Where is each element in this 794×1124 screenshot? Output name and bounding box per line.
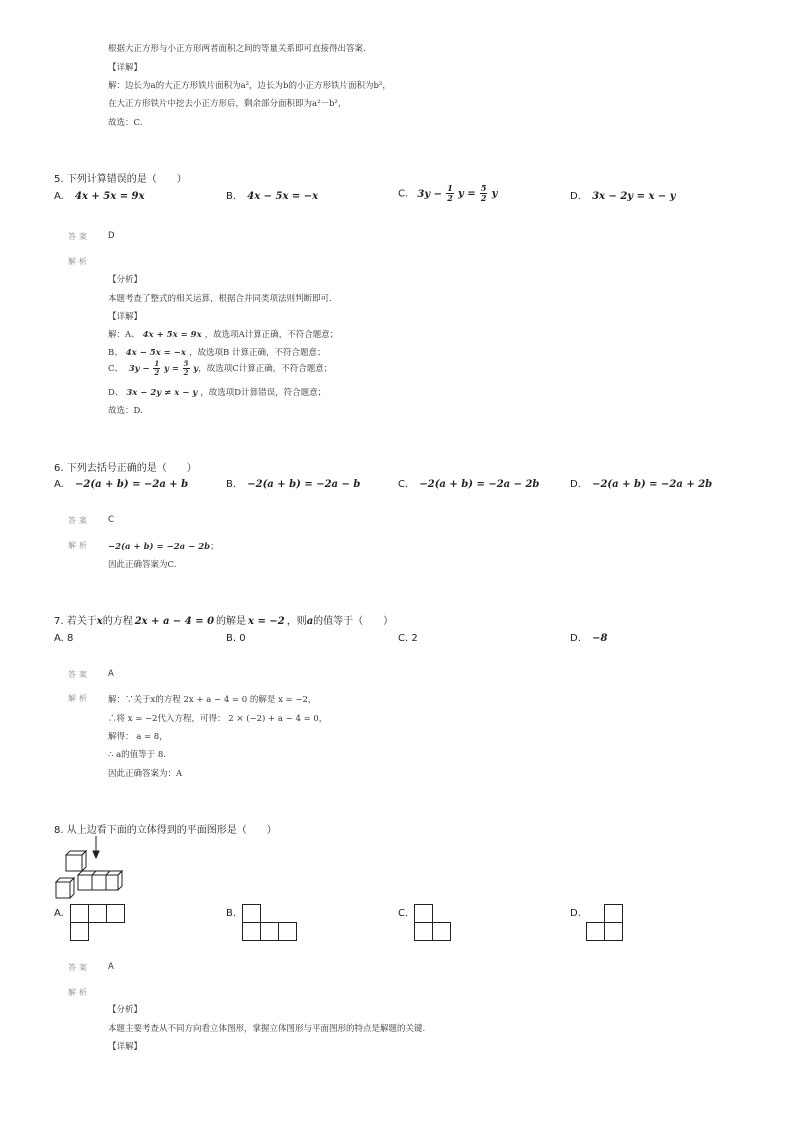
q8-answer-label: 答案 xyxy=(68,963,90,972)
q5-sol-6-frac2-den: 2 xyxy=(183,368,189,377)
q7-stem-part-c: 的解是 xyxy=(216,616,247,627)
q6-sol-1 xyxy=(108,540,219,552)
row-side-face xyxy=(118,871,122,890)
q5-sol-6-math3: y xyxy=(193,364,199,374)
q5-sol-1: 【分析】 xyxy=(108,275,143,285)
q6-analysis-label: 解析 xyxy=(68,541,90,550)
q6-option-d-math: −2(a + b) = −2a + 2b xyxy=(592,479,713,490)
q7-option-b[interactable]: B. 0 xyxy=(226,633,246,644)
q5-sol-6-frac2 xyxy=(183,360,190,377)
q5-sol-4-prefix: 解：A、 xyxy=(108,330,140,340)
q5-c-frac2-den: 2 xyxy=(480,193,487,203)
q6-option-b[interactable] xyxy=(226,479,360,490)
q7-stem-a: a xyxy=(306,616,314,627)
b-cell-1 xyxy=(243,905,261,923)
b-cell-4 xyxy=(279,923,297,941)
q7-analysis-label: 解析 xyxy=(68,694,90,703)
q5-sol-6 xyxy=(108,360,332,377)
q5-analysis-label: 解析 xyxy=(68,257,90,266)
q5-option-b-math: 4x − 5x = −x xyxy=(247,191,319,202)
q5-option-c-math3: y xyxy=(491,188,498,200)
q7-option-d-label: D. xyxy=(570,633,581,644)
q5-option-c-math1: 3y − xyxy=(417,188,442,200)
q5-sol-6-text: ，故选项C计算正确，不符合题意； xyxy=(198,364,333,374)
q8-option-a-shape[interactable] xyxy=(70,904,130,944)
q5-answer: D xyxy=(108,231,115,241)
top-line-2: 【详解】 xyxy=(108,63,143,73)
q5-sol-6-math1: 3y − xyxy=(128,364,150,374)
c-cell-2 xyxy=(415,923,433,941)
q5-answer-label: 答案 xyxy=(68,232,90,241)
q6-option-c[interactable] xyxy=(398,479,539,490)
cube-front-side xyxy=(70,878,74,898)
q5-sol-5-text: ，故选项B 计算正确，不符合题意； xyxy=(189,348,326,358)
q5-option-a[interactable] xyxy=(54,191,144,202)
edge-2 xyxy=(106,871,110,875)
c-cell-3 xyxy=(433,923,451,941)
q6-stem: 6. 下列去括号正确的是（ ） xyxy=(54,463,197,474)
q8-sol-2: 本题主要考查从不同方向看立体图形，掌握立体图形与平面图形的特点是解题的关键. xyxy=(108,1024,426,1034)
q5-sol-5-math: 4x − 5x = −x xyxy=(125,348,186,358)
b-cell-3 xyxy=(261,923,279,941)
q8-option-c-label[interactable]: C. xyxy=(398,908,409,919)
q7-sol-5: 因此正确答案为：A xyxy=(108,769,183,779)
q6-option-c-math: −2(a + b) = −2a − 2b xyxy=(419,479,540,490)
q5-stem: 5. 下列计算错误的是（ ） xyxy=(54,174,187,185)
q5-option-c-frac1 xyxy=(446,184,454,203)
q5-sol-7 xyxy=(108,386,326,398)
q6-option-d-label: D. xyxy=(570,479,581,490)
q5-sol-2: 本题考查了整式的相关运算，根据合并同类项法则判断即可. xyxy=(108,294,332,304)
q6-answer: C xyxy=(108,515,114,525)
q7-stem-part-d: ，则 xyxy=(286,616,307,627)
q5-c-frac2-num: 5 xyxy=(480,183,487,193)
q8-stem: 8. 从上边看下面的立体得到的平面图形是（ ） xyxy=(54,825,277,836)
q6-option-b-math: −2(a + b) = −2a − b xyxy=(247,479,361,490)
q6-answer-label: 答案 xyxy=(68,516,90,525)
b-cell-2 xyxy=(243,923,261,941)
q6-option-a[interactable] xyxy=(54,479,188,490)
q5-sol-4 xyxy=(108,328,338,340)
q5-option-c-math2: y = xyxy=(457,188,476,200)
q7-answer-label: 答案 xyxy=(68,670,90,679)
q6-option-a-label: A. xyxy=(54,479,64,490)
cube-top-side xyxy=(82,851,86,871)
q6-sol-1-text: ； xyxy=(210,542,219,552)
q5-option-a-math: 4x + 5x = 9x xyxy=(75,191,145,202)
q6-option-c-label: C. xyxy=(398,479,409,490)
q5-sol-4-math: 4x + 5x = 9x xyxy=(142,330,202,340)
top-line-4: 在大正方形铁片中挖去小正方形后，剩余部分面积即为a²－b²， xyxy=(108,99,347,109)
cube-top-front xyxy=(66,855,82,871)
q6-option-d[interactable] xyxy=(570,479,712,490)
q7-stem-part-b: 的方程 xyxy=(102,616,133,627)
a-cell-1 xyxy=(71,905,89,923)
a-cell-4 xyxy=(71,923,89,941)
q5-option-d[interactable] xyxy=(570,191,676,202)
q6-option-a-math: −2(a + b) = −2a + b xyxy=(75,479,189,490)
arrow-head xyxy=(93,851,99,858)
q5-c-frac1-den: 2 xyxy=(447,193,453,203)
d-cell-3 xyxy=(605,923,623,941)
q8-option-c-shape[interactable] xyxy=(414,904,474,944)
q5-option-b-label: B. xyxy=(226,191,237,202)
q8-option-d-shape[interactable] xyxy=(586,904,646,944)
row-top-face xyxy=(78,871,122,875)
c-cell-1 xyxy=(415,905,433,923)
q5-sol-4-text: ，故选项A计算正确，不符合题意； xyxy=(204,330,339,340)
q5-option-d-label: D. xyxy=(570,191,581,202)
q7-answer: A xyxy=(108,669,114,679)
q7-stem-x-value: x = −2 xyxy=(248,616,285,627)
q8-sol-3: 【详解】 xyxy=(108,1042,143,1052)
q5-sol-5 xyxy=(108,346,325,358)
q5-sol-6-frac1-num: 1 xyxy=(154,359,160,368)
q5-option-c[interactable] xyxy=(398,184,497,203)
edge-1 xyxy=(92,871,96,875)
top-line-1: 根据大正方形与小正方形两者面积之间的等量关系即可直接得出答案. xyxy=(108,44,366,54)
q8-analysis-label: 解析 xyxy=(68,988,90,997)
cube-row-2 xyxy=(92,875,106,890)
q8-sol-1: 【分析】 xyxy=(108,1005,143,1015)
q8-option-d-label[interactable]: D. xyxy=(570,908,581,919)
q7-option-a[interactable]: A. 8 xyxy=(54,633,74,644)
q6-sol-2: 因此正确答案为C. xyxy=(108,560,177,570)
q8-answer: A xyxy=(108,962,114,972)
q8-option-b-shape[interactable] xyxy=(242,904,302,944)
q5-sol-6-math2: y = xyxy=(163,364,179,374)
top-line-3: 解：边长为a的大正方形铁片面积为a²，边长为b的小正方形铁片面积为b²， xyxy=(108,81,391,91)
q5-sol-5-prefix: B、 xyxy=(108,348,123,358)
q5-sol-7-prefix: D、 xyxy=(108,388,124,398)
q5-sol-6-frac1-den: 2 xyxy=(154,368,160,377)
d-cell-2 xyxy=(587,923,605,941)
q5-sol-8: 故选：D. xyxy=(108,406,143,416)
q5-option-c-label: C. xyxy=(398,188,409,200)
q7-option-c[interactable]: C. 2 xyxy=(398,633,418,644)
q7-stem xyxy=(54,612,393,627)
q7-stem-part-e: 的值等于（ ） xyxy=(313,616,394,627)
q5-sol-6-frac2-num: 5 xyxy=(183,359,189,368)
q5-option-a-label: A. xyxy=(54,191,64,202)
q6-sol-1-math: −2(a + b) = −2a − 2b xyxy=(108,542,211,552)
q5-sol-3: 【详解】 xyxy=(108,312,143,322)
q5-c-frac1-num: 1 xyxy=(447,183,453,193)
q5-option-c-frac2 xyxy=(480,184,488,203)
q7-sol-2: ∴将 x = −2代入方程，可得： 2 × (−2) + a − 4 = 0， xyxy=(108,714,328,724)
q7-sol-4: ∴ a的值等于 8. xyxy=(108,750,166,760)
cube-row-3 xyxy=(106,875,118,890)
a-cell-2 xyxy=(89,905,107,923)
q8-option-a-label[interactable]: A. xyxy=(54,908,64,919)
q5-sol-7-math: 3x − 2y ≠ x − y xyxy=(126,388,198,398)
q7-option-d[interactable] xyxy=(570,633,607,644)
solid-figure xyxy=(50,836,130,906)
q7-stem-eq: 2x + a − 4 = 0 xyxy=(134,616,215,627)
q7-option-d-value: −8 xyxy=(592,633,608,644)
q5-sol-6-prefix: C、 xyxy=(108,364,124,374)
q7-stem-x: x xyxy=(96,616,103,627)
q6-option-b-label: B. xyxy=(226,479,237,490)
cube-row-1 xyxy=(78,875,92,890)
q7-sol-1: 解：∵关于x的方程 2x + a − 4 = 0 的解是 x = −2， xyxy=(108,695,317,705)
cube-front-face xyxy=(56,882,70,898)
a-cell-3 xyxy=(107,905,125,923)
q7-stem-part-a: 7. 若关于 xyxy=(54,616,97,627)
d-cell-1 xyxy=(605,905,623,923)
q5-sol-7-text: ，故选项D计算错误，符合题意； xyxy=(200,388,327,398)
top-line-5: 故选：C. xyxy=(108,118,143,128)
q7-sol-3: 解得： a = 8， xyxy=(108,732,168,742)
q8-option-b-label[interactable]: B. xyxy=(226,908,237,919)
q5-sol-6-frac1 xyxy=(153,360,160,377)
q5-option-d-math: 3x − 2y = x − y xyxy=(592,191,676,202)
q5-option-b[interactable] xyxy=(226,191,318,202)
